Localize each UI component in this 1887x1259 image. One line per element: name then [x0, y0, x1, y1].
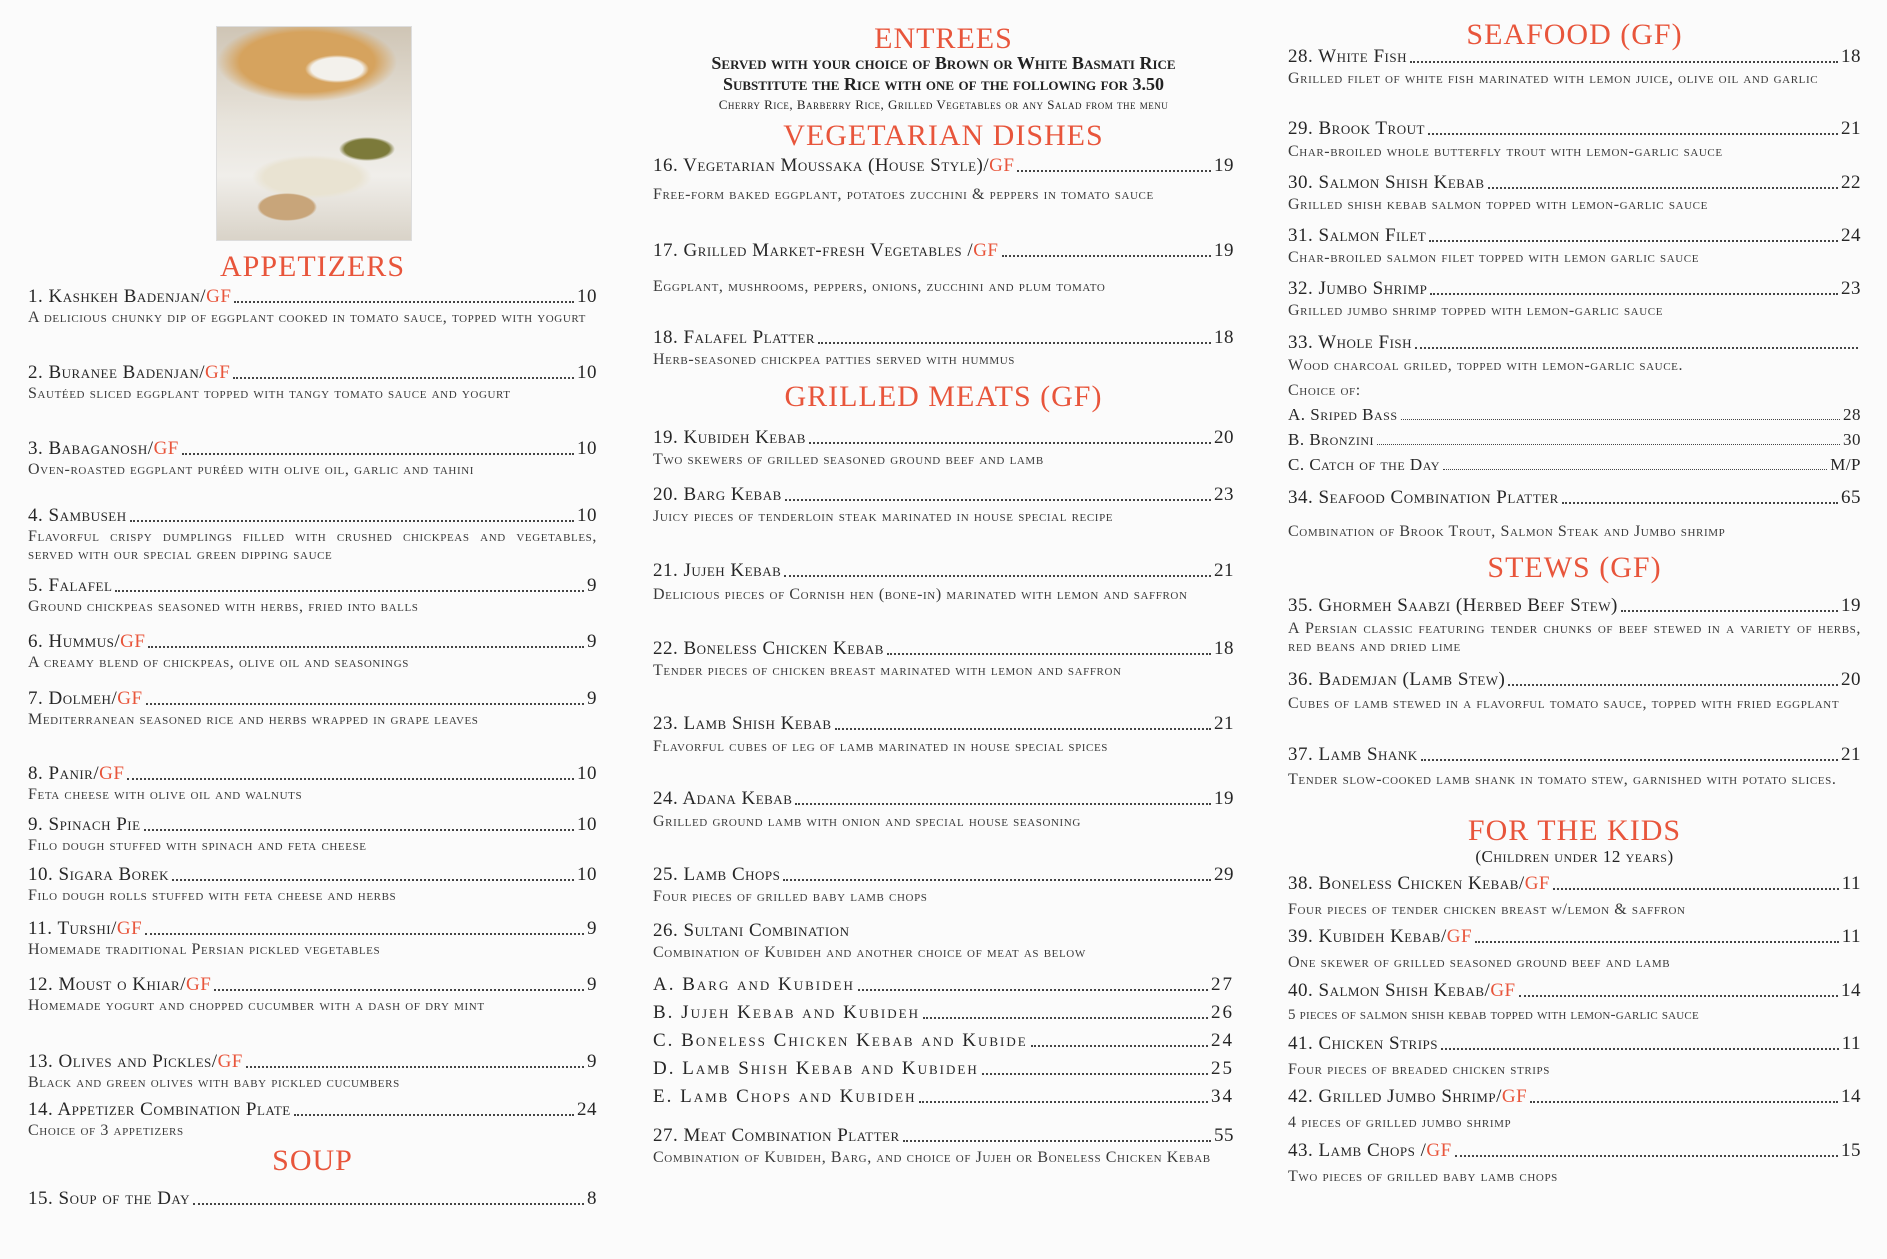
kids-heading: FOR THE KIDS [1467, 814, 1682, 847]
menu-item: 1. Kashkeh Badenjan/ GF 10 [28, 286, 597, 307]
item-description: 5 pieces of salmon shish kebab topped with lemon-garlic sauce [1288, 1007, 1699, 1023]
item-description: Flavorful crispy dumplings filled with crushed chickpeas and vegetables, served with our special green dipping sauce [28, 528, 597, 563]
item-description: A delicious chunky dip of eggplant cooked in tomato sauce, topped with yogurt [28, 309, 586, 326]
menu-item: 30. Salmon Shish Kebab 22 [1288, 172, 1861, 193]
item-description: Choice of 3 appetizers [28, 1122, 184, 1139]
menu-item: 18. Falafel Platter 18 [653, 327, 1234, 348]
item-description: Grilled ground lamb with onion and special house seasoning [653, 813, 1081, 830]
menu-item: 11. Turshi/ GF 9 [28, 918, 597, 939]
item-description: Oven-roasted eggplant puréed with olive oil, garlic and tahini [28, 461, 475, 478]
entrees-heading: ENTREES [874, 22, 1013, 55]
item-description: Combination of Kubideh, Barg, and choice of Jujeh or Boneless Chicken Kebab [653, 1149, 1211, 1166]
item-description: Grilled jumbo shrimp topped with lemon-garlic sauce [1288, 302, 1664, 319]
item-description: Tender slow-cooked lamb shank in tomato stew, garnished with potato slices. [1288, 771, 1837, 788]
food-photo [216, 26, 412, 241]
menu-item: 31. Salmon Filet 24 [1288, 225, 1861, 246]
item-description: Ground chickpeas seasoned with herbs, fried into balls [28, 598, 419, 615]
fish-option: A. Sriped Bass 28 [1288, 405, 1861, 424]
item-description: Two pieces of grilled baby lamb chops [1288, 1168, 1558, 1185]
menu-item: 13. Olives and Pickles/ GF 9 [28, 1051, 597, 1072]
combo-option: A. Barg and Kubideh 27 [653, 974, 1234, 995]
item-description: Eggplant, mushrooms, peppers, onions, zucchini and plum tomato [653, 278, 1106, 295]
menu-item: 12. Moust o Khiar/ GF 9 [28, 974, 597, 995]
menu-item: 19. Kubideh Kebab 20 [653, 427, 1234, 448]
menu-item: 4. Sambuseh 10 [28, 505, 597, 526]
item-description: Filo dough stuffed with spinach and feta cheese [28, 837, 367, 854]
item-description: Grilled filet of white fish marinated with lemon juice, olive oil and garlic [1288, 70, 1819, 87]
item-description: Four pieces of grilled baby lamb chops [653, 888, 928, 905]
item-description: A creamy blend of chickpeas, olive oil and seasonings [28, 654, 409, 671]
menu-item: 6. Hummus/ GF 9 [28, 631, 597, 652]
choice-label: Choice of: [1288, 382, 1361, 399]
menu-item: 39. Kubideh Kebab/ GF 11 [1288, 926, 1861, 947]
item-description: Four pieces of tender chicken breast w/lemon & saffron [1288, 901, 1686, 918]
menu-item: 36. Bademjan (Lamb Stew) 20 [1288, 669, 1861, 690]
entrees-note-3: Cherry Rice, Barberry Rice, Grilled Vegetables or any Salad from the menu [718, 97, 1169, 112]
menu-item: 24. Adana Kebab 19 [653, 788, 1234, 809]
menu-item: 8. Panir/ GF 10 [28, 763, 597, 784]
item-description: Wood charcoal griled, topped with lemon-garlic sauce. [1288, 357, 1684, 374]
item-description: Two skewers of grilled seasoned ground beef and lamb [653, 451, 1044, 468]
fish-option: C. Catch of the Day M/P [1288, 455, 1861, 474]
item-description: Tender pieces of chicken breast marinated with lemon and saffron [653, 662, 1122, 679]
item-description: Grilled shish kebab salmon topped with lemon-garlic sauce [1288, 196, 1708, 213]
item-description: Char-broiled whole butterfly trout with lemon-garlic sauce [1288, 143, 1723, 160]
menu-item: 28. White Fish 18 [1288, 46, 1861, 67]
item-description: Sautéed sliced eggplant topped with tangy tomato sauce and yogurt [28, 385, 511, 402]
item-description: 4 pieces of grilled jumbo shrimp [1288, 1114, 1512, 1131]
item-description: Homemade traditional Persian pickled vegetables [28, 941, 381, 958]
menu-item: 38. Boneless Chicken Kebab/ GF 11 [1288, 873, 1861, 894]
menu-item: 32. Jumbo Shrimp 23 [1288, 278, 1861, 299]
menu-item: 20. Barg Kebab 23 [653, 484, 1234, 505]
menu-item: 3. Babaganosh/ GF 10 [28, 438, 597, 459]
menu-item: 2. Buranee Badenjan/ GF 10 [28, 362, 597, 383]
menu-item: 35. Ghormeh Saabzi (Herbed Beef Stew) 19 [1288, 595, 1861, 616]
item-description: Feta cheese with olive oil and walnuts [28, 786, 303, 803]
combo-option: D. Lamb Shish Kebab and Kubideh 25 [653, 1058, 1234, 1079]
menu-item: 43. Lamb Chops / GF 15 [1288, 1140, 1861, 1161]
item-description: Char-broiled salmon filet topped with lemon garlic sauce [1288, 249, 1700, 266]
item-description: Free-form baked eggplant, potatoes zucchini & peppers in tomato sauce [653, 186, 1154, 203]
menu-item: 15. Soup of the Day 8 [28, 1188, 597, 1209]
menu-item: 37. Lamb Shank 21 [1288, 744, 1861, 765]
menu-item: 14. Appetizer Combination Plate 24 [28, 1099, 597, 1120]
menu-item: 22. Boneless Chicken Kebab 18 [653, 638, 1234, 659]
soup-heading: SOUP [272, 1144, 353, 1177]
combo-option: E. Lamb Chops and Kubideh 34 [653, 1086, 1234, 1107]
item-description: A Persian classic featuring tender chunks of beef stewed in a variety of herbs, red beans and dried lime [1288, 620, 1861, 655]
vegetarian-heading: VEGETARIAN DISHES [783, 119, 1104, 152]
item-description: Four pieces of breaded chicken strips [1288, 1061, 1550, 1078]
menu-item: 23. Lamb Shish Kebab 21 [653, 713, 1234, 734]
item-description: Combination of Brook Trout, Salmon Steak and Jumbo shrimp [1288, 523, 1726, 540]
entrees-note-1: Served with your choice of Brown or White Basmati Rice [711, 53, 1176, 73]
item-description: Delicious pieces of Cornish hen (bone-in) marinated with lemon and saffron [653, 586, 1188, 603]
stews-heading: STEWS (GF) [1487, 551, 1662, 584]
combo-option: C. Boneless Chicken Kebab and Kubide 24 [653, 1030, 1234, 1051]
item-description: Filo dough rolls stuffed with feta cheese and herbs [28, 887, 397, 904]
item-description: Juicy pieces of tenderloin steak marinated in house special recipe [653, 508, 1114, 525]
menu-item: 5. Falafel 9 [28, 575, 597, 596]
menu-item: 21. Jujeh Kebab 21 [653, 560, 1234, 581]
item-description: Flavorful cubes of leg of lamb marinated in house special spices [653, 738, 1109, 755]
menu-item: 9. Spinach Pie 10 [28, 814, 597, 835]
combo-option: B. Jujeh Kebab and Kubideh 26 [653, 1002, 1234, 1023]
item-description: Herb-seasoned chickpea patties served with hummus [653, 351, 1016, 368]
menu-item: 25. Lamb Chops 29 [653, 864, 1234, 885]
menu-item: 29. Brook Trout 21 [1288, 118, 1861, 139]
menu-item: 26. Sultani Combination [653, 920, 850, 941]
entrees-note-2: Substitute the Rice with one of the following for 3.50 [722, 74, 1165, 94]
fish-option: B. Bronzini 30 [1288, 430, 1861, 449]
item-description: Cubes of lamb stewed in a flavorful tomato sauce, topped with fried eggplant [1288, 695, 1840, 712]
menu-item: 7. Dolmeh/ GF 9 [28, 688, 597, 709]
menu-item: 41. Chicken Strips 11 [1288, 1033, 1861, 1054]
appetizers-heading: APPETIZERS [219, 250, 406, 283]
menu-item: 17. Grilled Market-fresh Vegetables / GF 19 [653, 240, 1234, 261]
item-description: Homemade yogurt and chopped cucumber with a dash of dry mint [28, 997, 485, 1014]
menu-item: 10. Sigara Borek 10 [28, 864, 597, 885]
menu-item: 42. Grilled Jumbo Shrimp/ GF 14 [1288, 1086, 1861, 1107]
item-description: Black and green olives with baby pickled cucumbers [28, 1074, 400, 1091]
menu-item: 16. Vegetarian Moussaka (House Style)/ GF 19 [653, 155, 1234, 176]
seafood-heading: SEAFOOD (GF) [1466, 18, 1683, 51]
item-description: Mediterranean seasoned rice and herbs wrapped in grape leaves [28, 711, 479, 728]
menu-item: 27. Meat Combination Platter 55 [653, 1125, 1234, 1146]
menu-item: 40. Salmon Shish Kebab/ GF 14 [1288, 980, 1861, 1001]
menu-item: 34. Seafood Combination Platter 65 [1288, 487, 1861, 508]
kids-subtitle: (Children under 12 years) [1475, 847, 1674, 866]
item-description: One skewer of grilled seasoned ground beef and lamb [1288, 954, 1671, 971]
menu-item: 33. Whole Fish [1288, 332, 1861, 354]
grilled-heading: GRILLED MEATS (GF) [784, 380, 1103, 413]
item-description: Combination of Kubideh and another choice of meat as below [653, 944, 1086, 961]
